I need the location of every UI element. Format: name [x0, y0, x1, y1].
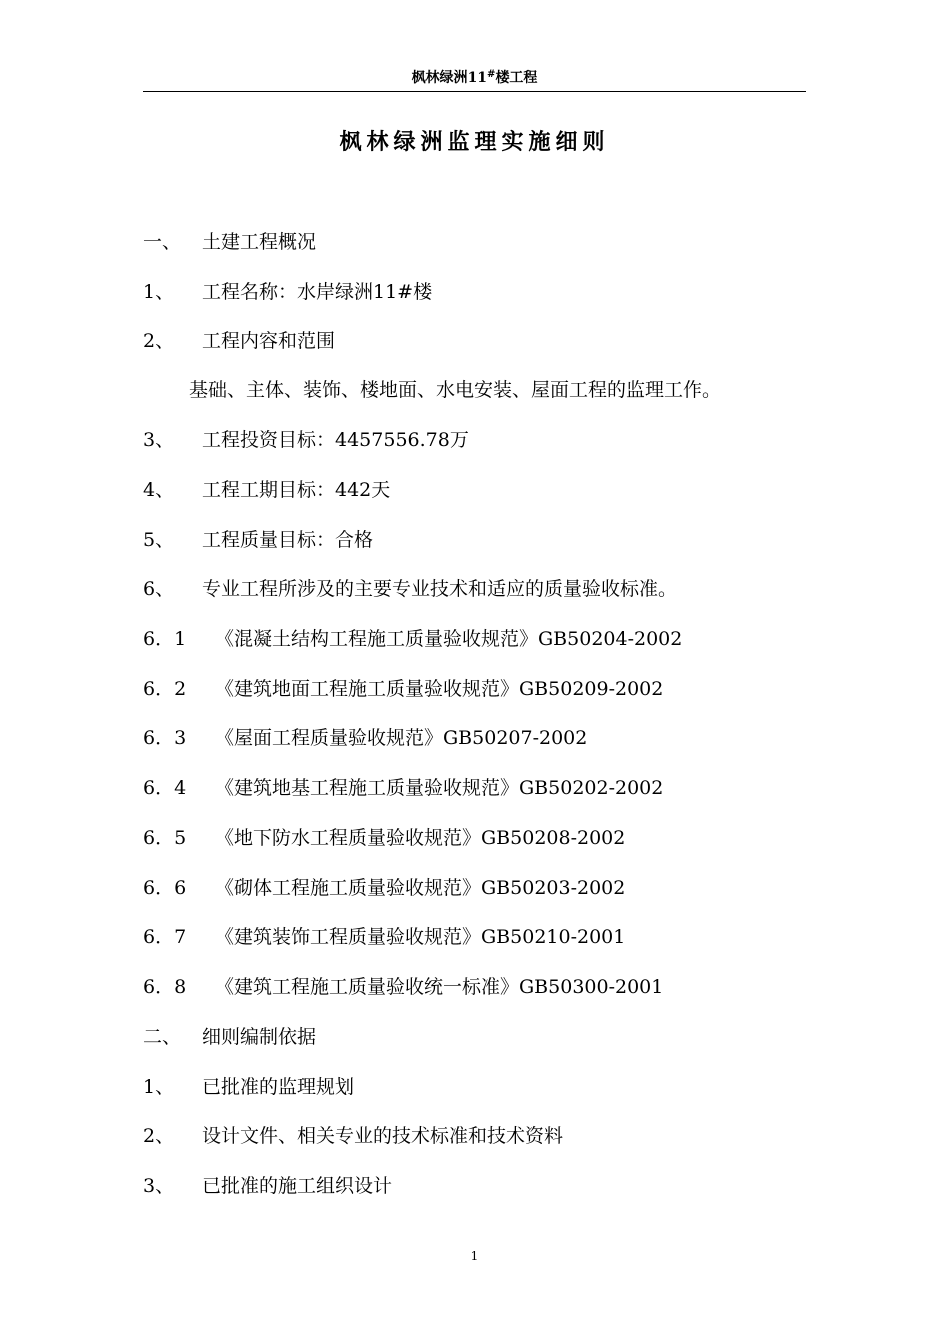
list-item — [143, 573, 677, 605]
list-item — [143, 424, 469, 456]
item-text: 专业工程所涉及的主要专业技术和适应的质量验收标准。 — [202, 578, 678, 600]
item-number: 6．7 — [143, 926, 187, 948]
item-number: 6．3 — [143, 727, 187, 749]
item-number: 二、 — [143, 1026, 182, 1048]
header-text-a: 枫林绿洲 — [411, 70, 468, 86]
list-item — [143, 474, 390, 506]
item-text: 工程投资目标：4457556.78万 — [202, 429, 469, 451]
item-text: 《砌体工程施工质量验收规范》GB50203-2002 — [215, 877, 626, 899]
standard-item — [143, 722, 587, 754]
section-heading — [143, 226, 316, 258]
item-text: 基础、主体、装饰、楼地面、水电安装、屋面工程的监理工作。 — [189, 379, 722, 401]
list-item — [143, 325, 335, 357]
header-superscript: # — [487, 69, 496, 80]
list-item — [143, 1120, 563, 1152]
item-text: 土建工程概况 — [202, 231, 317, 253]
item-text: 《地下防水工程质量验收规范》GB50208-2002 — [215, 827, 626, 849]
item-text: 《混凝土结构工程施工质量验收规范》GB50204-2002 — [215, 628, 683, 650]
standard-item — [143, 822, 625, 854]
item-number: 3、 — [143, 429, 175, 451]
item-text: 《建筑地基工程施工质量验收规范》GB50202-2002 — [215, 777, 664, 799]
section-heading — [143, 1021, 316, 1053]
item-text: 工程工期目标：442天 — [202, 479, 391, 501]
item-text: 工程质量目标：合格 — [202, 529, 374, 551]
list-item — [143, 1071, 354, 1103]
item-text: 《建筑地面工程施工质量验收规范》GB50209-2002 — [215, 678, 664, 700]
item-text: 已批准的施工组织设计 — [202, 1175, 393, 1197]
page-number: 1 — [470, 1249, 479, 1263]
item-text: 《建筑工程施工质量验收统一标准》GB50300-2001 — [215, 976, 664, 998]
item-number: 6．5 — [143, 827, 187, 849]
header-text-c: 楼工程 — [495, 70, 538, 86]
item-number: 5、 — [143, 529, 175, 551]
item-number: 3、 — [143, 1175, 175, 1197]
item-number: 6、 — [143, 578, 175, 600]
item-text: 工程内容和范围 — [202, 330, 336, 352]
item-number: 2、 — [143, 1125, 175, 1147]
standard-item — [143, 872, 625, 904]
list-item — [143, 524, 373, 556]
item-number: 1、 — [143, 281, 175, 303]
item-number: 1、 — [143, 1076, 175, 1098]
item-text: 《建筑装饰工程质量验收规范》GB50210-2001 — [215, 926, 626, 948]
item-number: 6．2 — [143, 678, 187, 700]
standard-item — [143, 971, 663, 1003]
item-number: 4、 — [143, 479, 175, 501]
item-text: 工程名称：水岸绿洲11#楼 — [202, 281, 433, 303]
item-text: 《屋面工程质量验收规范》GB50207-2002 — [215, 727, 588, 749]
item-number: 6．1 — [143, 628, 187, 650]
item-number: 2、 — [143, 330, 175, 352]
item-text: 细则编制依据 — [202, 1026, 317, 1048]
standard-item — [143, 623, 682, 655]
standard-item — [143, 673, 663, 705]
standard-item — [143, 772, 663, 804]
item-number: 一、 — [143, 231, 182, 253]
list-item — [143, 1170, 392, 1202]
item-number: 6．6 — [143, 877, 187, 899]
list-item — [143, 276, 432, 308]
document-title: 枫林绿洲监理实施细则 — [339, 129, 610, 155]
paragraph — [189, 374, 721, 406]
standard-item — [143, 921, 625, 953]
item-number: 6．8 — [143, 976, 187, 998]
item-text: 已批准的监理规划 — [202, 1076, 355, 1098]
page-header — [143, 66, 806, 90]
header-rule — [143, 91, 806, 92]
item-text: 设计文件、相关专业的技术标准和技术资料 — [202, 1125, 564, 1147]
item-number: 6．4 — [143, 777, 187, 799]
header-text-b: 11 — [467, 70, 488, 86]
